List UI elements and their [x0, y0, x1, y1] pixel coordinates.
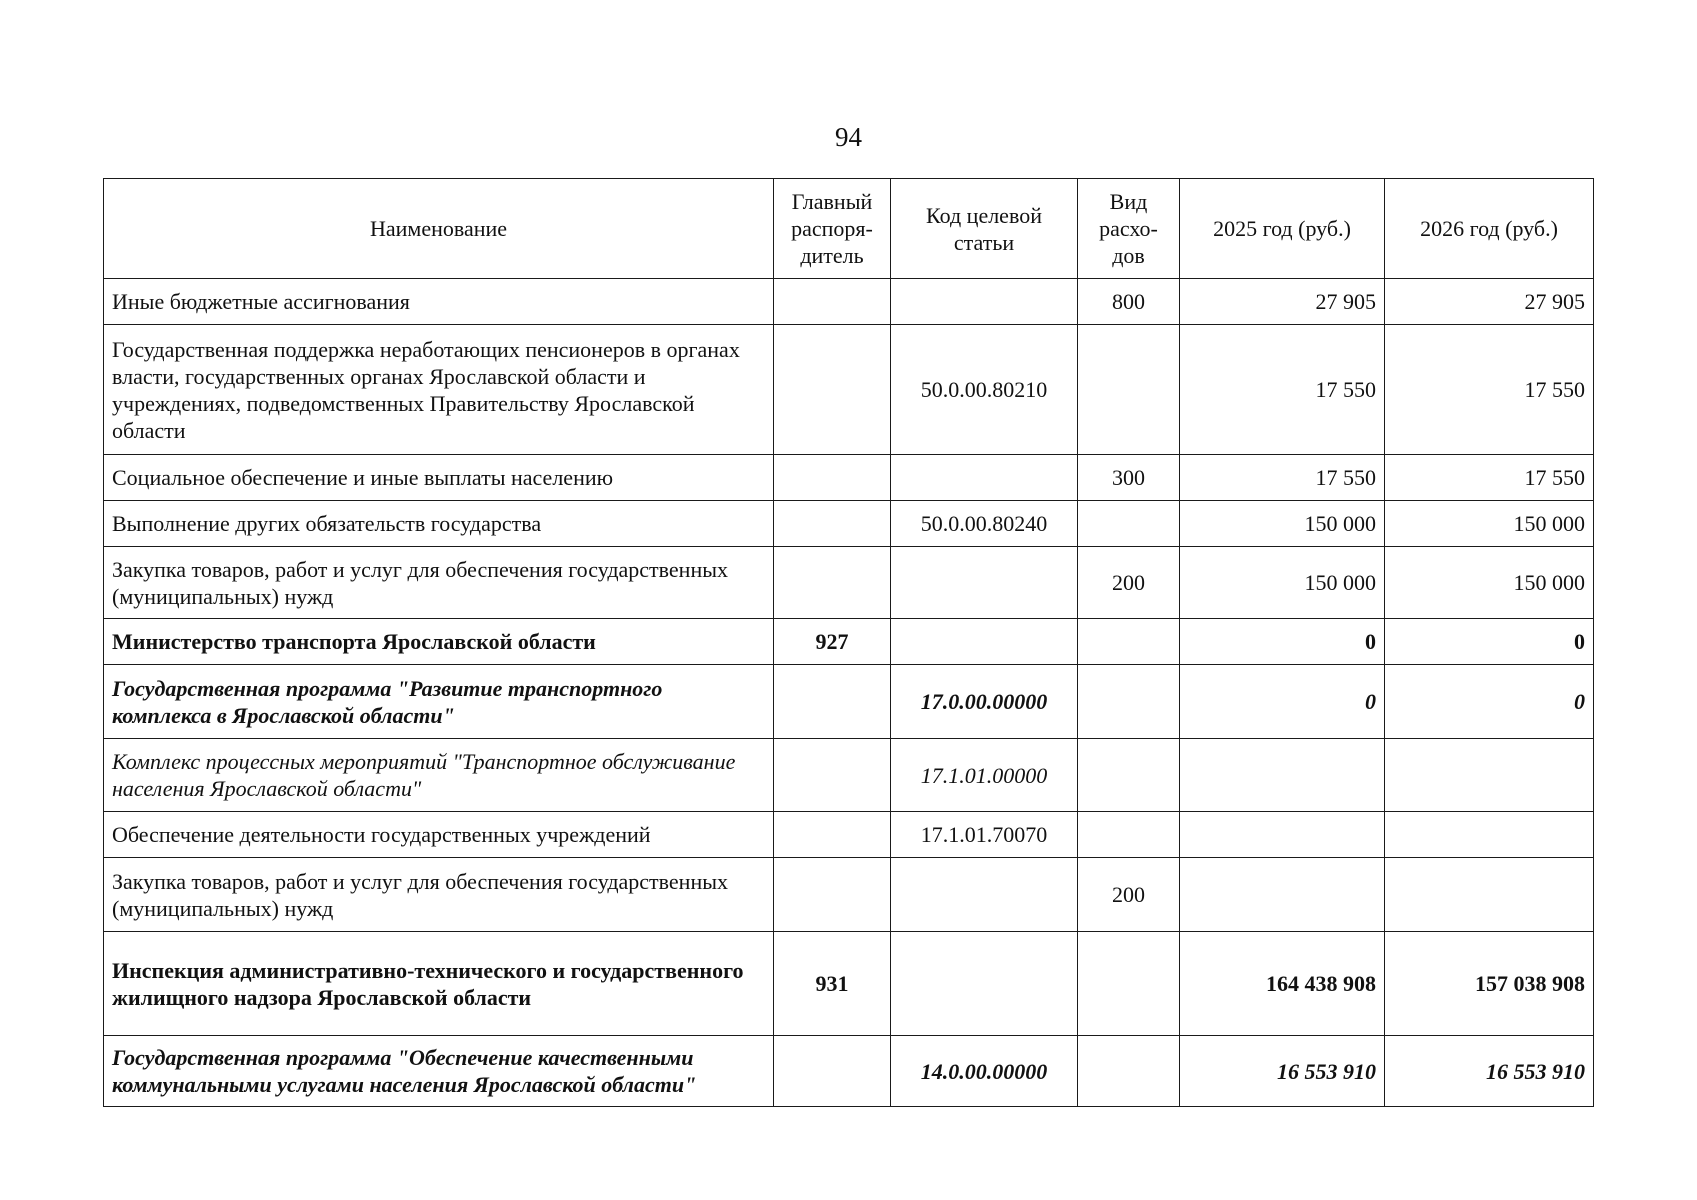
row-manager	[774, 812, 891, 858]
header-name: Наименование	[104, 179, 774, 279]
row-manager: 927	[774, 619, 891, 665]
row-name: Инспекция административно-технического и государственного жилищного надзора Ярославской области	[104, 932, 774, 1036]
row-manager	[774, 455, 891, 501]
row-name: Государственная поддержка неработающих пенсионеров в органах власти, государственных органах Ярославской области и учреждениях, подведомственных Правительству Ярославской области	[104, 325, 774, 455]
table-row	[104, 932, 1594, 1036]
row-2026: 17 550	[1385, 455, 1594, 501]
row-type	[1078, 665, 1180, 739]
row-name: Министерство транспорта Ярославской области	[104, 619, 774, 665]
row-name: Государственная программа "Развитие транспортного комплекса в Ярославской области"	[104, 665, 774, 739]
row-code	[891, 547, 1078, 619]
row-2026: 157 038 908	[1385, 932, 1594, 1036]
row-code: 14.0.00.00000	[891, 1036, 1078, 1107]
table-row	[104, 1036, 1594, 1107]
row-manager: 931	[774, 932, 891, 1036]
header-code: Код целевой статьи	[891, 179, 1078, 279]
row-2025: 164 438 908	[1180, 932, 1385, 1036]
row-manager	[774, 858, 891, 932]
row-2026: 17 550	[1385, 325, 1594, 455]
row-2026: 0	[1385, 665, 1594, 739]
row-manager	[774, 739, 891, 812]
header-manager: Главный распоря-дитель	[774, 179, 891, 279]
row-2025: 17 550	[1180, 455, 1385, 501]
row-2026: 0	[1385, 619, 1594, 665]
row-type: 800	[1078, 279, 1180, 325]
row-type	[1078, 739, 1180, 812]
table-row	[104, 455, 1594, 501]
row-name: Обеспечение деятельности государственных учреждений	[104, 812, 774, 858]
row-type	[1078, 619, 1180, 665]
row-2025: 16 553 910	[1180, 1036, 1385, 1107]
row-name: Закупка товаров, работ и услуг для обеспечения государственных (муниципальных) нужд	[104, 547, 774, 619]
row-2025	[1180, 812, 1385, 858]
row-2026: 150 000	[1385, 547, 1594, 619]
row-2025: 17 550	[1180, 325, 1385, 455]
row-2025: 0	[1180, 665, 1385, 739]
table-row	[104, 665, 1594, 739]
row-code	[891, 455, 1078, 501]
row-type	[1078, 932, 1180, 1036]
row-2026: 16 553 910	[1385, 1036, 1594, 1107]
row-2025: 150 000	[1180, 501, 1385, 547]
row-manager	[774, 547, 891, 619]
row-code: 17.1.01.00000	[891, 739, 1078, 812]
row-2025	[1180, 739, 1385, 812]
table-row	[104, 739, 1594, 812]
row-name: Иные бюджетные ассигнования	[104, 279, 774, 325]
row-name: Комплекс процессных мероприятий "Транспортное обслуживание населения Ярославской области"	[104, 739, 774, 812]
table-header-row	[104, 179, 1594, 279]
row-code: 17.1.01.70070	[891, 812, 1078, 858]
row-2025	[1180, 858, 1385, 932]
row-code: 17.0.00.00000	[891, 665, 1078, 739]
table-row	[104, 501, 1594, 547]
row-manager	[774, 665, 891, 739]
budget-table	[103, 178, 1594, 1107]
row-2026: 27 905	[1385, 279, 1594, 325]
row-manager	[774, 501, 891, 547]
row-name: Выполнение других обязательств государства	[104, 501, 774, 547]
table-row	[104, 279, 1594, 325]
row-manager	[774, 279, 891, 325]
row-name: Социальное обеспечение и иные выплаты населению	[104, 455, 774, 501]
row-2026: 150 000	[1385, 501, 1594, 547]
row-type	[1078, 501, 1180, 547]
row-type	[1078, 1036, 1180, 1107]
row-code: 50.0.00.80240	[891, 501, 1078, 547]
row-type: 200	[1078, 858, 1180, 932]
row-2025: 150 000	[1180, 547, 1385, 619]
row-type	[1078, 325, 1180, 455]
row-2025: 0	[1180, 619, 1385, 665]
row-type: 300	[1078, 455, 1180, 501]
row-2026	[1385, 812, 1594, 858]
row-name: Государственная программа "Обеспечение качественными коммунальными услугами населения Ярославской области"	[104, 1036, 774, 1107]
page-number: 94	[835, 122, 862, 152]
header-2025: 2025 год (руб.)	[1180, 179, 1385, 279]
row-2026	[1385, 739, 1594, 812]
row-manager	[774, 325, 891, 455]
table-row	[104, 812, 1594, 858]
row-code	[891, 619, 1078, 665]
row-code	[891, 932, 1078, 1036]
header-type: Вид расхо-дов	[1078, 179, 1180, 279]
row-type: 200	[1078, 547, 1180, 619]
header-2026: 2026 год (руб.)	[1385, 179, 1594, 279]
row-manager	[774, 1036, 891, 1107]
table-row	[104, 325, 1594, 455]
row-code	[891, 858, 1078, 932]
table-row	[104, 858, 1594, 932]
row-2026	[1385, 858, 1594, 932]
table-row	[104, 619, 1594, 665]
row-type	[1078, 812, 1180, 858]
row-code	[891, 279, 1078, 325]
row-name: Закупка товаров, работ и услуг для обеспечения государственных (муниципальных) нужд	[104, 858, 774, 932]
row-2025: 27 905	[1180, 279, 1385, 325]
row-code: 50.0.00.80210	[891, 325, 1078, 455]
table-row	[104, 547, 1594, 619]
